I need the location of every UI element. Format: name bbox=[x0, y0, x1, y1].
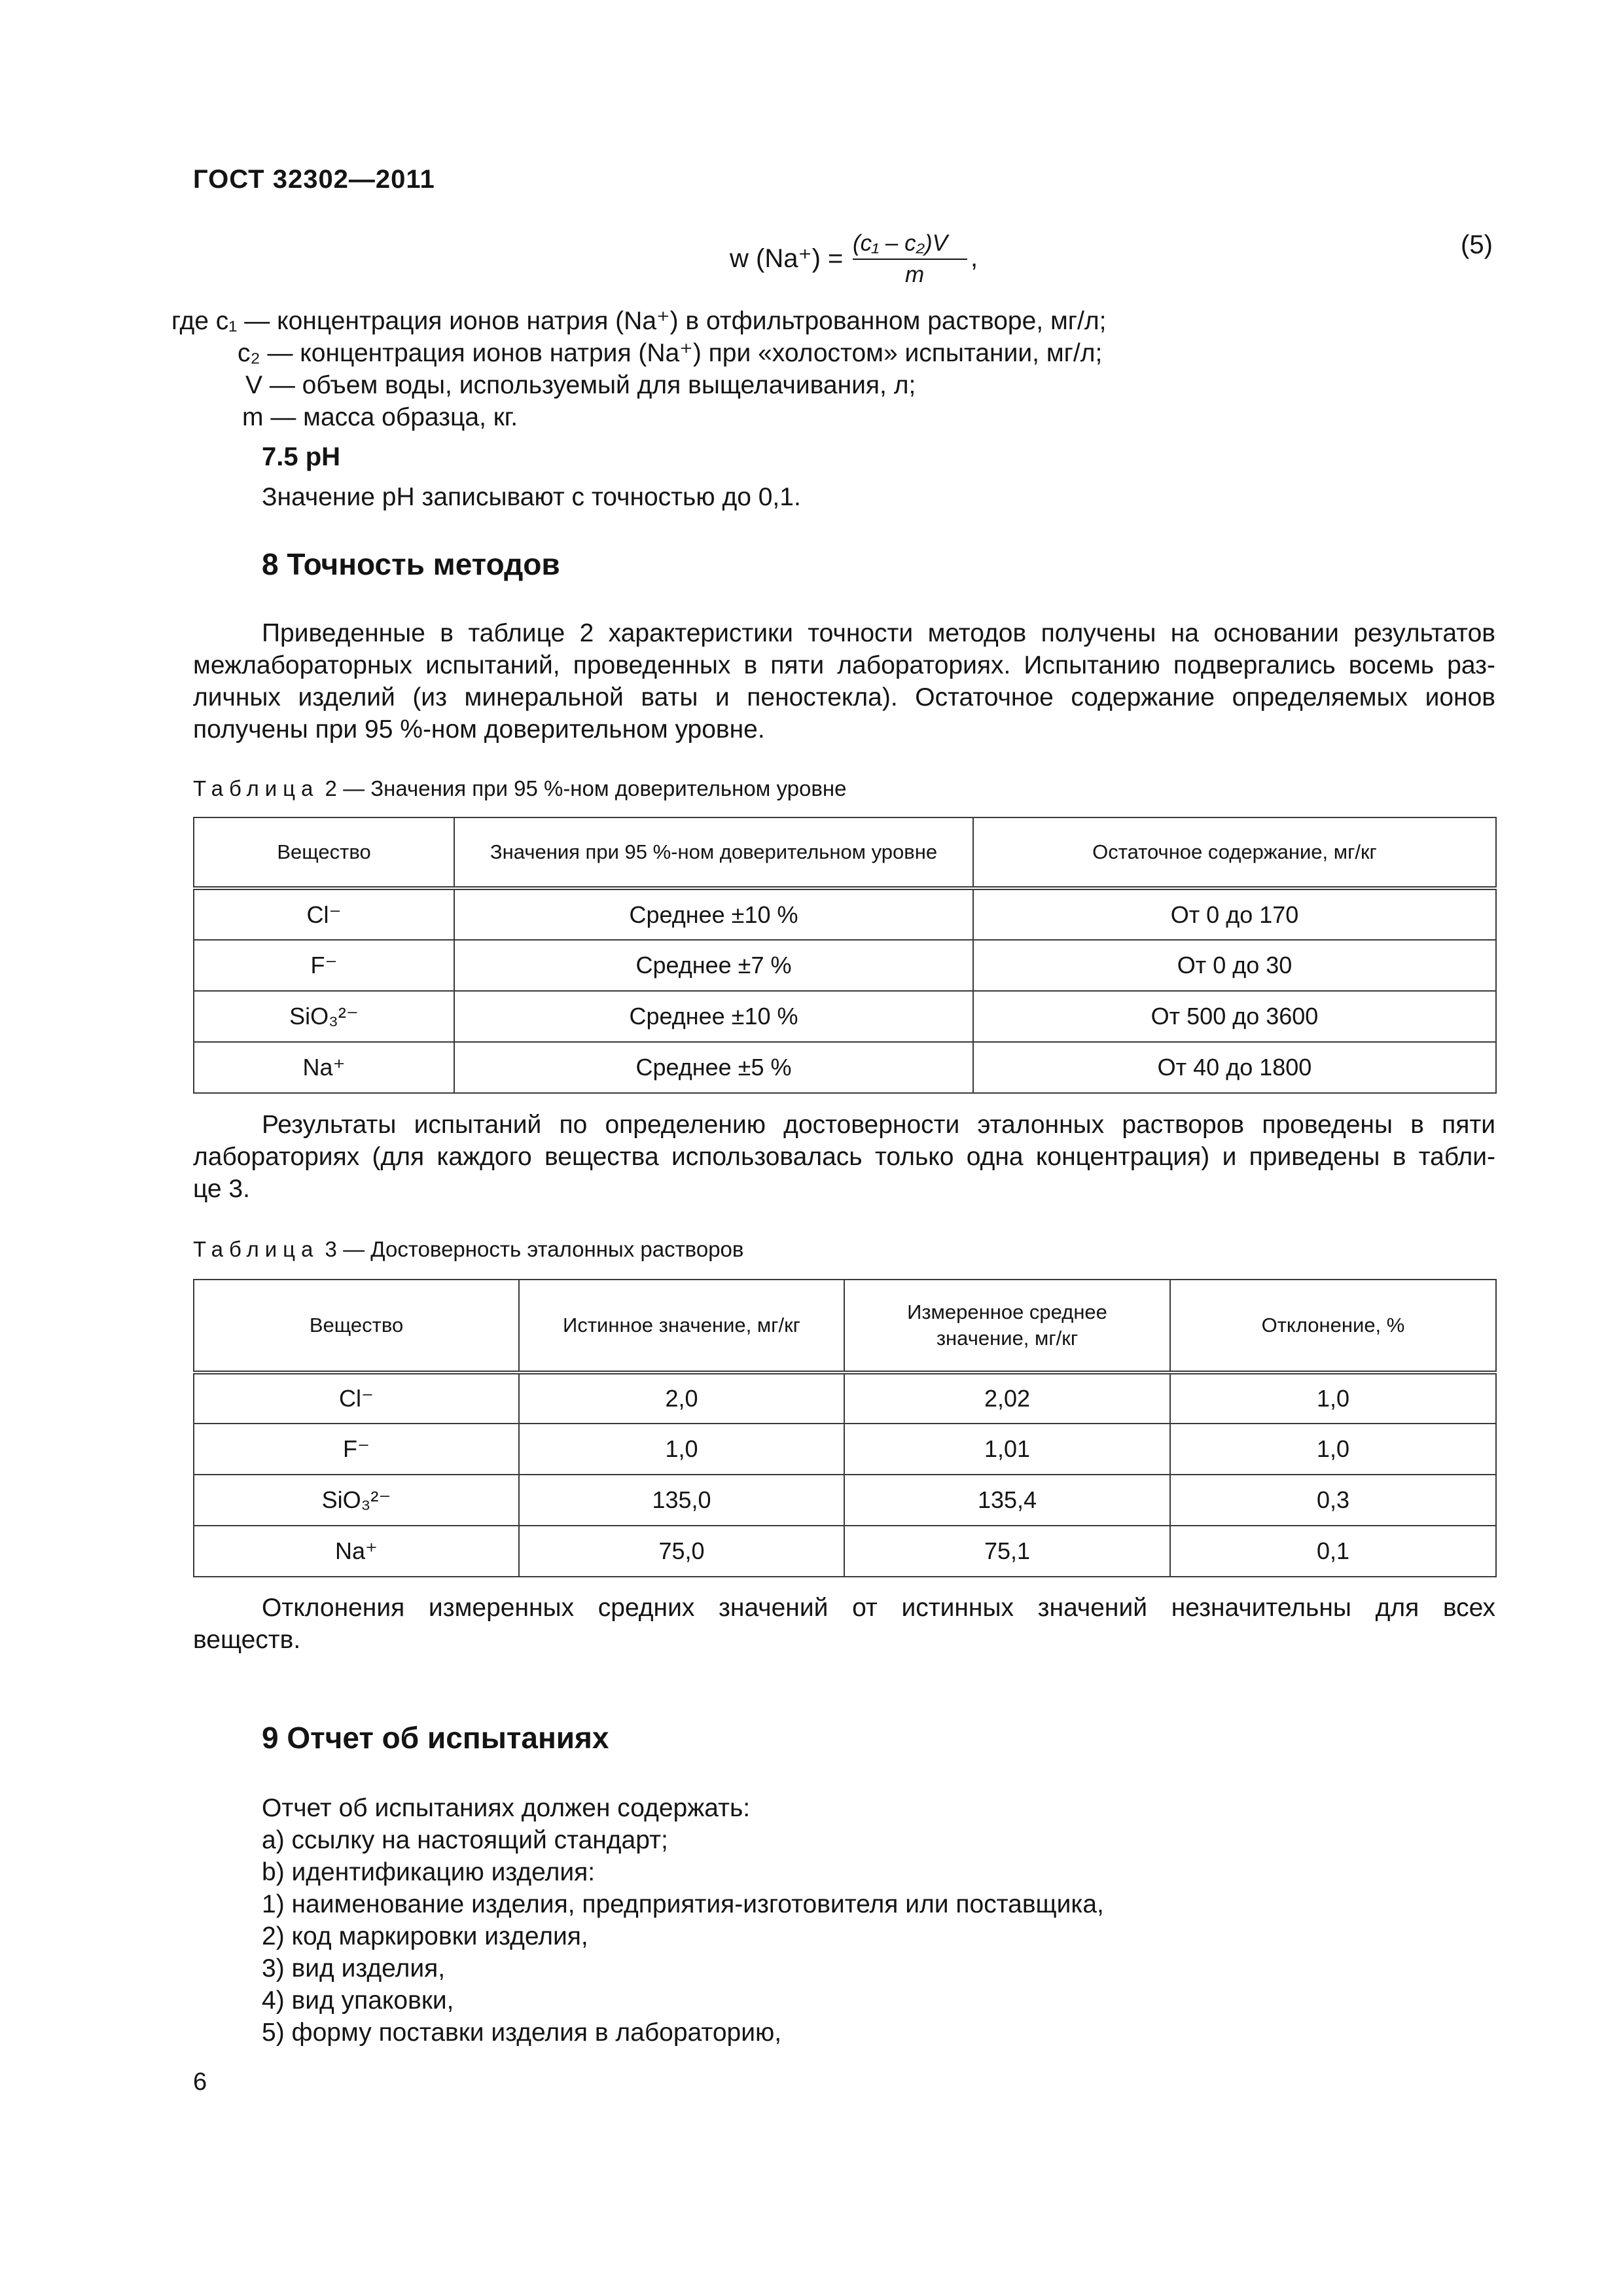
list-item: b) идентификацию изделия: bbox=[262, 1858, 596, 1886]
text-line: личных изделий (из минеральной ваты и пеностекла). Остаточное содержание определяемых ионов bbox=[193, 683, 1495, 711]
list-item: a) ссылку на настоящий стандарт; bbox=[262, 1826, 668, 1854]
table-cell: 1,0 bbox=[1170, 1372, 1496, 1424]
formula-5 bbox=[730, 230, 1044, 296]
table-row bbox=[194, 940, 1496, 991]
definition-m: m — масса образца, кг. bbox=[242, 403, 518, 431]
subsection-7-5-text: Значение pH записывают с точностью до 0,1. bbox=[262, 483, 801, 511]
section-8-mid-paragraph bbox=[193, 1109, 1495, 1205]
table-cell: От 40 до 1800 bbox=[973, 1042, 1496, 1093]
equation-number: (5) bbox=[1461, 230, 1493, 259]
table-cell: 1,0 bbox=[519, 1424, 844, 1475]
table-cell-substance: Cl⁻ bbox=[194, 888, 454, 940]
text-line: це 3. bbox=[193, 1175, 250, 1203]
table-cell-substance: SiO₃²⁻ bbox=[194, 1475, 519, 1526]
table-cell-substance: F⁻ bbox=[194, 940, 454, 991]
table-cell: Среднее ±10 % bbox=[454, 888, 973, 940]
page-number: 6 bbox=[193, 2068, 207, 2096]
table-cell: 2,02 bbox=[844, 1372, 1170, 1424]
table-cell: 2,0 bbox=[519, 1372, 844, 1424]
formula-numerator: (c₁ – c₂)V bbox=[853, 230, 948, 256]
definition-c2: c₂ — концентрация ионов натрия (Na⁺) при «холостом» испытании, мг/л; bbox=[238, 339, 1103, 367]
caption-text: 2 — Значения при 95 %-ном доверительном уровне bbox=[319, 776, 847, 800]
text-line: Результаты испытаний по определению достоверности эталонных растворов проведены в пяти bbox=[262, 1111, 1495, 1139]
section-8-title: 8 Точность методов bbox=[262, 547, 560, 581]
formula-lhs: w (Na⁺) = bbox=[730, 244, 844, 273]
table-header-cell: Вещество bbox=[194, 817, 454, 888]
list-item: 3) вид изделия, bbox=[262, 1954, 446, 1982]
table-header-cell: Значения при 95 %-ном доверительном уровне bbox=[454, 817, 973, 888]
definition-c1: где c₁ — концентрация ионов натрия (Na⁺) в отфильтрованном растворе, мг/л; bbox=[171, 307, 1107, 335]
table-row bbox=[194, 1372, 1496, 1424]
section-9-intro: Отчет об испытаниях должен содержать: bbox=[262, 1794, 751, 1822]
text-line: Отклонения измеренных средних значений от истинных значений незначительны для всех bbox=[262, 1594, 1495, 1622]
text-line: межлабораторных испытаний, проведенных в пяти лабораториях. Испытанию подвергались восемь раз- bbox=[193, 651, 1495, 679]
table-header-cell: Вещество bbox=[194, 1280, 519, 1372]
table-header-cell: Остаточное содержание, мг/кг bbox=[973, 817, 1496, 888]
caption-word: Таблица bbox=[193, 1237, 319, 1261]
definition-v: V — объем воды, используемый для выщелачивания, л; bbox=[245, 371, 916, 399]
table-cell-substance: SiO₃²⁻ bbox=[194, 991, 454, 1042]
table-cell: 75,1 bbox=[844, 1526, 1170, 1577]
table-row bbox=[194, 1475, 1496, 1526]
section-8-intro bbox=[193, 617, 1495, 745]
table-cell-substance: Cl⁻ bbox=[194, 1372, 519, 1424]
caption-word: Таблица bbox=[193, 776, 319, 800]
table-cell: От 500 до 3600 bbox=[973, 991, 1496, 1042]
table-cell-substance: Na⁺ bbox=[194, 1042, 454, 1093]
report-requirements-list bbox=[262, 1824, 1104, 2049]
table-cell-substance: Na⁺ bbox=[194, 1526, 519, 1577]
table-header-cell: Истинное значение, мг/кг bbox=[519, 1280, 844, 1372]
list-item: 1) наименование изделия, предприятия-изготовителя или поставщика, bbox=[262, 1890, 1104, 1918]
list-item: 5) форму поставки изделия в лабораторию, bbox=[262, 2018, 782, 2047]
table-cell: От 0 до 30 bbox=[973, 940, 1496, 991]
table-2-caption bbox=[193, 776, 846, 801]
list-item: 2) код маркировки изделия, bbox=[262, 1922, 588, 1950]
table-row bbox=[194, 1042, 1496, 1093]
table-cell: 0,1 bbox=[1170, 1526, 1496, 1577]
table-cell: От 0 до 170 bbox=[973, 888, 1496, 940]
table-row bbox=[194, 1424, 1496, 1475]
table-cell: 75,0 bbox=[519, 1526, 844, 1577]
table-cell: 135,0 bbox=[519, 1475, 844, 1526]
formula-comma: , bbox=[971, 243, 978, 272]
text-line: Приведенные в таблице 2 характеристики точности методов получены на основании результатов bbox=[262, 619, 1495, 647]
table-3-caption bbox=[193, 1237, 743, 1262]
table-cell: Среднее ±5 % bbox=[454, 1042, 973, 1093]
text-line: веществ. bbox=[193, 1626, 301, 1654]
table-cell: 1,0 bbox=[1170, 1424, 1496, 1475]
table-row bbox=[194, 888, 1496, 940]
table-cell: Среднее ±10 % bbox=[454, 991, 973, 1042]
formula-denominator: m bbox=[905, 262, 925, 287]
table-header-cell: Измеренное среднее значение, мг/кг bbox=[844, 1280, 1170, 1372]
list-item: 4) вид упаковки, bbox=[262, 1986, 454, 2015]
table-header-cell: Отклонение, % bbox=[1170, 1280, 1496, 1372]
fraction-bar bbox=[853, 259, 967, 260]
table-cell: 135,4 bbox=[844, 1475, 1170, 1526]
table-3 bbox=[193, 1279, 1497, 1577]
section-8-outro-paragraph bbox=[193, 1592, 1495, 1656]
table-cell: Среднее ±7 % bbox=[454, 940, 973, 991]
table-cell: 1,01 bbox=[844, 1424, 1170, 1475]
subsection-7-5-title: 7.5 pH bbox=[262, 442, 341, 471]
table-row bbox=[194, 1526, 1496, 1577]
table-cell-substance: F⁻ bbox=[194, 1424, 519, 1475]
section-9-title: 9 Отчет об испытаниях bbox=[262, 1721, 609, 1755]
text-line: лабораториях (для каждого вещества использовалась только одна концентрация) и приведены в табли- bbox=[193, 1143, 1495, 1171]
table-row bbox=[194, 991, 1496, 1042]
table-cell: 0,3 bbox=[1170, 1475, 1496, 1526]
document-header: ГОСТ 32302—2011 bbox=[193, 165, 435, 194]
table-2 bbox=[193, 817, 1497, 1094]
caption-text: 3 — Достоверность эталонных растворов bbox=[319, 1237, 744, 1261]
text-line: получены при 95 %-ном доверительном уровне. bbox=[193, 715, 765, 744]
